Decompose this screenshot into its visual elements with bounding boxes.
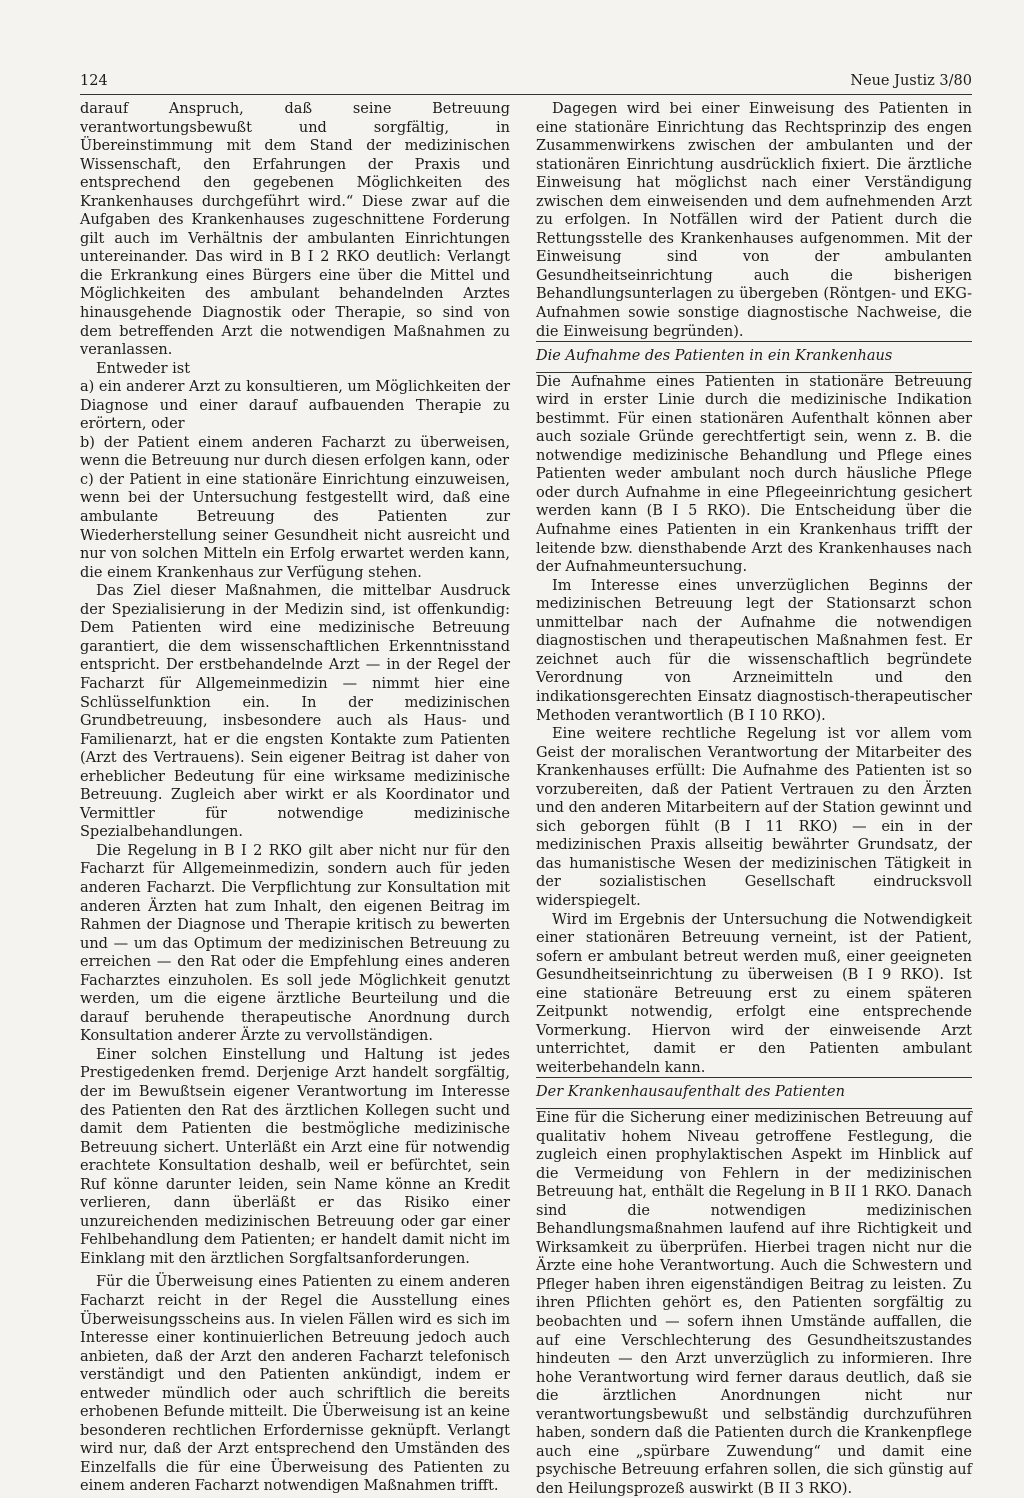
page-header: [80, 72, 972, 95]
paragraph: Eine für die Sicherung einer medizinischen Betreuung auf qualitativ hohem Niveau getroffene Festlegung, die zugleich einen prophylaktischen Aspekt im Hinblick auf die Vermeidung von Fehlern in der medizinischen Betreuung hat, enthält die Regelung in B II 1 RKO. Danach sind die notwendigen medizinischen Behandlungsmaßnahmen laufend auf ihre Richtigkeit und Wirksamkeit zu überprüfen. Hierbei tragen nicht nur die Ärzte eine hohe Verantwortung. Auch die Schwestern und Pfleger haben ihren eigenständigen Beitrag zu leisten. Zu ihren Pflichten gehört es, den Patienten sorgfältig zu beobachten und — sofern ihnen Umstände auffallen, die auf eine Verschlechterung des Gesundheitszustandes hindeuten — den Arzt unverzüglich zu informieren. Ihre hohe Verantwortung wird ferner daraus deutlich, daß sie die ärztlichen Anordnungen nicht nur verantwortungsbewußt und selbständig durchzuführen haben, sondern daß die Patienten durch die Krankenpflege auch eine „spürbare Zuwendung“ und damit eine psychische Betreuung erfahren sollen, die sich günstig auf den Heilungsprozeß auswirkt (B II 3 RKO).: [536, 1109, 972, 1497]
page-number: 124: [80, 73, 108, 89]
paragraph: Eine weitere rechtliche Regelung ist vor allem vom Geist der moralischen Verantwortung der Mitarbeiter des Krankenhauses erfüllt: Die Aufnahme des Patienten ist so vorzubereiten, daß der Patient Vertrauen zu den Ärzten und den anderen Mitarbeitern auf der Station gewinnt und sich geborgen fühlt (B I 11 RKO) — ein in der medizinischen Praxis allseitig bewährter Grundsatz, der das humanistische Wesen der medizinischen Tätigkeit in der sozialistischen Gesellschaft eindrucksvoll widerspiegelt.: [536, 726, 972, 909]
left-column: [80, 100, 510, 1496]
paragraph: Wird im Ergebnis der Untersuchung die Notwendigkeit einer stationären Betreuung verneint, ist der Patient, sofern er ambulant betreut werden muß, einer geeigneten Gesundheitseinrichtung zu überweisen (B I 9 RKO). Ist eine stationäre Betreuung erst zu einem späteren Zeitpunkt notwendig, erfolgt eine entsprechende Vormerkung. Hiervon wird der einweisende Arzt unterrichtet, damit er den Patienten ambulant weiterbehandeln kann.: [536, 911, 972, 1076]
list-item-b: b) der Patient einem anderen Facharzt zu überweisen, wenn die Betreuung nur durch diesen erfolgen kann, oder: [80, 434, 510, 470]
paragraph: Die Aufnahme eines Patienten in stationäre Betreuung wird in erster Linie durch die medizinische Indikation bestimmt. Für einen stationären Aufenthalt können aber auch soziale Gründe gerechtfertigt sein, wenn z. B. die notwendige medizinische Behandlung und Pflege eines Patienten weder ambulant noch durch häusliche Pflege oder durch Aufnahme in eine Pflegeeinrichtung gesichert werden kann (B I 5 RKO). Die Entscheidung über die Aufnahme eines Patienten in ein Krankenhaus trifft der leitende bzw. diensthabende Arzt des Krankenhauses nach der Aufnahmeuntersuchung.: [536, 373, 972, 576]
paragraph: Das Ziel dieser Maßnahmen, die mittelbar Ausdruck der Spezialisierung in der Medizin sind, ist offenkundig: Dem Patienten wird eine medizinische Betreuung garantiert, die dem wissenschaftlichen Erkenntnisstand entspricht. Der erstbehandelnde Arzt — in der Regel der Facharzt für Allgemeinmedizin — nimmt hier eine Schlüsselfunktion ein. In der medizinischen Grundbetreuung, insbesondere auch als Haus- und Familienarzt, hat er die engsten Kontakte zum Patienten (Arzt des Vertrauens). Sein eigener Beitrag ist daher von erheblicher Bedeutung für eine wirksame medizinische Betreuung. Zugleich aber wirkt er als Koordinator und Vermittler für notwendige medizinische Spezialbehandlungen.: [80, 583, 510, 841]
paragraph: Im Interesse eines unverzüglichen Beginns der medizinischen Betreuung legt der Stationsarzt schon unmittelbar nach der Aufnahme die notwendigen diagnostischen und therapeutischen Maßnahmen fest. Er zeichnet auch für die wissenschaftlich begründete Verordnung von Arzneimitteln und den indikationsgerechten Einsatz diagnostisch-therapeutischer Methoden verantwortlich (B I 10 RKO).: [536, 577, 972, 724]
paragraph: Die Regelung in B I 2 RKO gilt aber nicht nur für den Facharzt für Allgemeinmedizin, sondern auch für jeden anderen Facharzt. Die Verpflichtung zur Konsultation mit anderen Ärzten hat zum Inhalt, den eigenen Beitrag im Rahmen der Diagnose und Therapie kritisch zu bewerten und — um das Optimum der medizinischen Betreuung zu erreichen — den Rat oder die Empfehlung eines anderen Facharztes einzuholen. Es soll jede Möglichkeit genutzt werden, um die eigene ärztliche Beurteilung und die darauf beruhende therapeutische Anordnung durch Konsultation anderer Ärzte zu vervollständigen.: [80, 842, 510, 1045]
journal-issue: Neue Justiz 3/80: [850, 73, 972, 89]
list-intro: Entweder ist: [96, 360, 191, 377]
paragraph: Einer solchen Einstellung und Haltung ist jedes Prestigedenken fremd. Derjenige Arzt handelt sorgfältig, der im Bewußtsein eigener Verantwortung im Interesse des Patienten den Rat des ärztlichen Kollegen sucht und damit dem Patienten die bestmögliche medizinische Betreuung sichert. Unterläßt ein Arzt eine für notwendig erachtete Konsultation deshalb, weil er befürchtet, sein Ruf könne darunter leiden, sein Name könne an Kredit verlieren, dann überläßt er das Risiko einer unzureichenden medizinischen Betreuung oder gar einer Fehlbehandlung dem Patienten; er handelt damit nicht im Einklang mit den ärztlichen Sorgfaltsanforderungen.: [80, 1046, 510, 1267]
right-column: [536, 100, 972, 1498]
paragraph: darauf Anspruch, daß seine Betreuung verantwortungsbewußt und sorgfältig, in Übereinstimmung mit dem Stand der medizinischen Wissenschaft, den Erfahrungen der Praxis und entsprechend den gegebenen Möglichkeiten des Krankenhauses durchgeführt wird.“ Diese zwar auf die Aufgaben des Krankenhauses zugeschnittene Forderung gilt auch im Verhältnis der ambulanten Einrichtungen untereinander. Das wird in B I 2 RKO deutlich: Verlangt die Erkrankung eines Bürgers eine über die Mittel und Möglichkeiten des ambulant behandelnden Arztes hinausgehende Diagnostik oder Therapie, so sind von dem betreffenden Arzt die notwendigen Maßnahmen zu veranlassen.: [80, 101, 510, 359]
paragraph: Für die Überweisung eines Patienten zu einem anderen Facharzt reicht in der Regel die Ausstellung eines Überweisungsscheins aus. In vielen Fällen wird es sich im Interesse einer kontinuierlichen Betreuung jedoch auch anbieten, daß der Arzt den anderen Facharzt telefonisch verständigt und den Patienten ankündigt, indem er entweder mündlich oder auch schriftlich die bereits erhobenen Befunde mitteilt. Die Überweisung ist an keine besonderen rechtlichen Erfordernisse geknüpft. Verlangt wird nur, daß der Arzt entsprechend den Umständen des Einzelfalls die für eine Überweisung des Patienten zu einem anderen Facharzt notwendigen Maßnahmen trifft.: [80, 1274, 510, 1495]
section-heading: Der Krankenhausaufenthalt des Patienten: [536, 1077, 972, 1109]
section-heading: Die Aufnahme des Patienten in ein Krankenhaus: [536, 341, 972, 373]
list-item-a: a) ein anderer Arzt zu konsultieren, um Möglichkeiten der Diagnose und einer darauf aufbauenden Therapie zu erörtern, oder: [80, 379, 510, 433]
list-item-c: c) der Patient in eine stationäre Einrichtung einzuweisen, wenn bei der Untersuchung festgestellt wird, daß eine ambulante Betreuung des Patienten zur Wiederherstellung seiner Gesundheit nicht ausreicht und nur von solchen Mitteln ein Erfolg erwartet werden kann, die einem Krankenhaus zur Verfügung stehen.: [80, 471, 510, 581]
paragraph: Dagegen wird bei einer Einweisung des Patienten in eine stationäre Einrichtung das Rechtsprinzip des engen Zusammenwirkens zwischen der ambulanten und der stationären Einrichtung ausdrücklich fixiert. Die ärztliche Einweisung hat möglichst nach einer Verständigung zwischen dem einweisenden und dem aufnehmenden Arzt zu erfolgen. In Notfällen wird der Patient durch die Rettungsstelle des Krankenhauses aufgenommen. Mit der Einweisung sind von der ambulanten Gesundheitseinrichtung auch die bisherigen Behandlungsunterlagen zu übergeben (Röntgen- und EKG-Aufnahmen sowie sonstige diagnostische Nachweise, die die Einweisung begründen).: [536, 101, 972, 340]
